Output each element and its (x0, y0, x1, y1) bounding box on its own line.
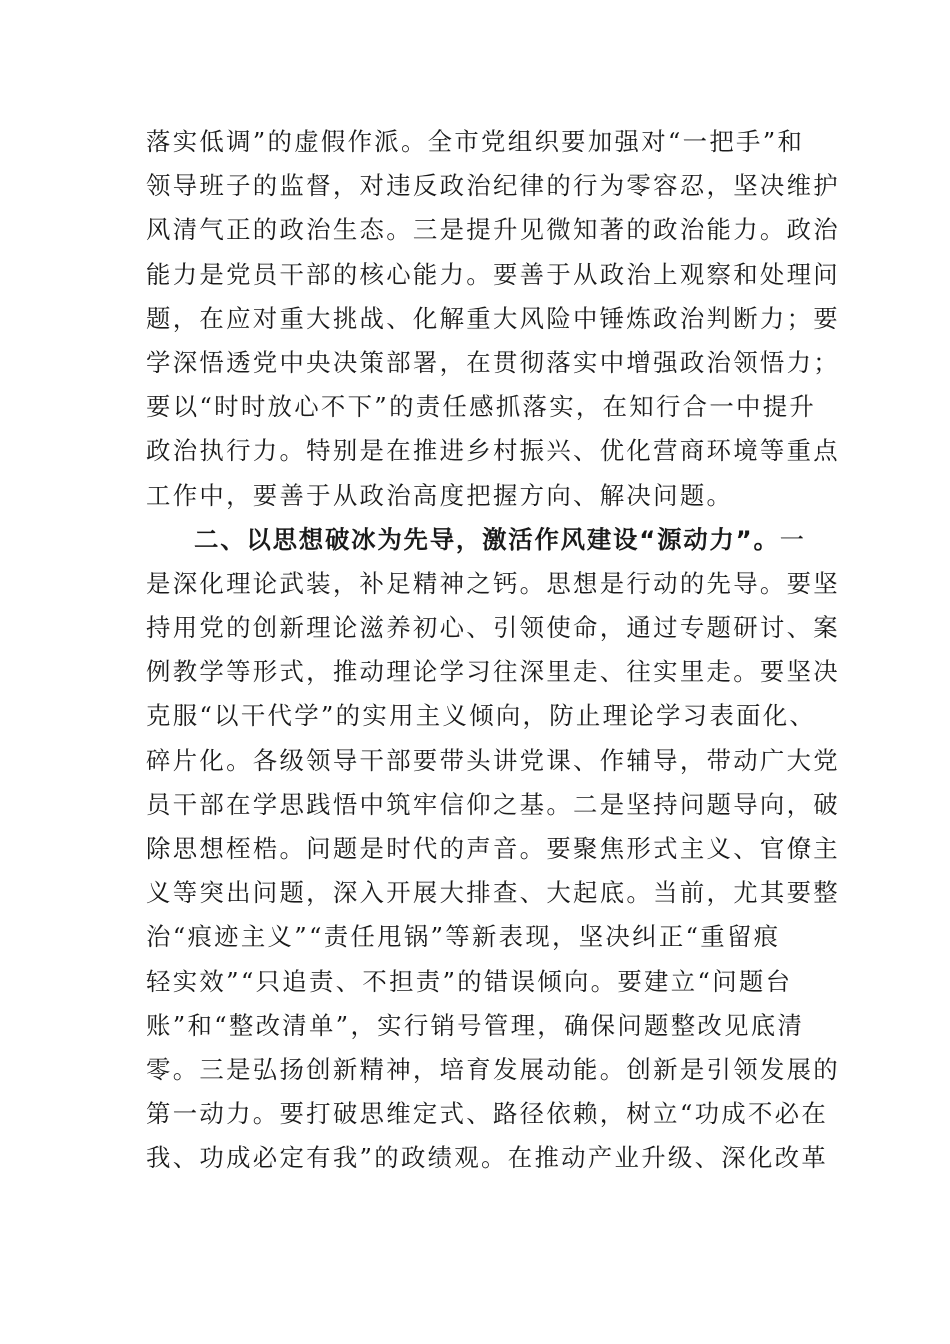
section-heading-line (146, 518, 816, 562)
text-line: 账”和“整改清单”，实行销号管理，确保问题整改见底清 (146, 1010, 805, 1040)
text-line: 零。三是弘扬创新精神，培育发展动能。创新是引领发展的 (146, 1054, 840, 1084)
text-line: 我、功成必定有我”的政绩观。在推动产业升级、深化改革 (146, 1143, 829, 1173)
text-line: 领导班子的监督，对违反政治纪律的行为零容忍，坚决维护 (146, 171, 840, 201)
text-line: 克服“以干代学”的实用主义倾向，防止理论学习表面化、 (146, 701, 817, 731)
paragraph-continuation (146, 120, 840, 518)
text-line: 要以“时时放心不下”的责任感抓落实，在知行合一中提升 (146, 392, 817, 422)
section-two-paragraph (146, 518, 840, 1181)
text-line: 例教学等形式，推动理论学习往深里走、往实里走。要坚决 (146, 657, 840, 687)
text-line: 员干部在学思践悟中筑牢信仰之基。二是坚持问题导向，破 (146, 789, 840, 819)
text-line: 持用党的创新理论滋养初心、引领使命，通过专题研讨、案 (146, 613, 840, 643)
text-line: 题，在应对重大挑战、化解重大风险中锤炼政治判断力；要 (146, 303, 840, 333)
document-body (146, 120, 840, 1181)
text-line: 义等突出问题，深入开展大排查、大起底。当前，尤其要整 (146, 878, 840, 908)
text-line: 能力是党员干部的核心能力。要善于从政治上观察和处理问 (146, 259, 840, 289)
text-line: 风清气正的政治生态。三是提升见微知著的政治能力。政治 (146, 215, 840, 245)
text-line: 除思想桎梏。问题是时代的声音。要聚焦形式主义、官僚主 (146, 834, 840, 863)
heading-tail-text: 一 (779, 524, 807, 554)
text-line: 工作中，要善于从政治高度把握方向、解决问题。 (146, 480, 734, 510)
text-line: 政治执行力。特别是在推进乡村振兴、优化营商环境等重点 (146, 436, 840, 466)
text-line: 碎片化。各级领导干部要带头讲党课、作辅导，带动广大党 (146, 745, 840, 775)
text-line: 治“痕迹主义”“责任甩锅”等新表现，坚决纠正“重留痕 (146, 922, 781, 952)
text-line: 是深化理论武装，补足精神之钙。思想是行动的先导。要坚 (146, 568, 840, 598)
text-line: 落实低调”的虚假作派。全市党组织要加强对“一把手”和 (146, 127, 805, 156)
text-line: 第一动力。要打破思维定式、路径依赖，树立“功成不必在 (146, 1099, 829, 1129)
text-line: 轻实效”“只追责、不担责”的错误倾向。要建立“问题台 (146, 966, 793, 996)
text-line: 学深悟透党中央决策部署，在贯彻落实中增强政治领悟力； (146, 347, 840, 377)
section-heading: 二、以思想破冰为先导，激活作风建设“源动力”。 (194, 524, 780, 554)
